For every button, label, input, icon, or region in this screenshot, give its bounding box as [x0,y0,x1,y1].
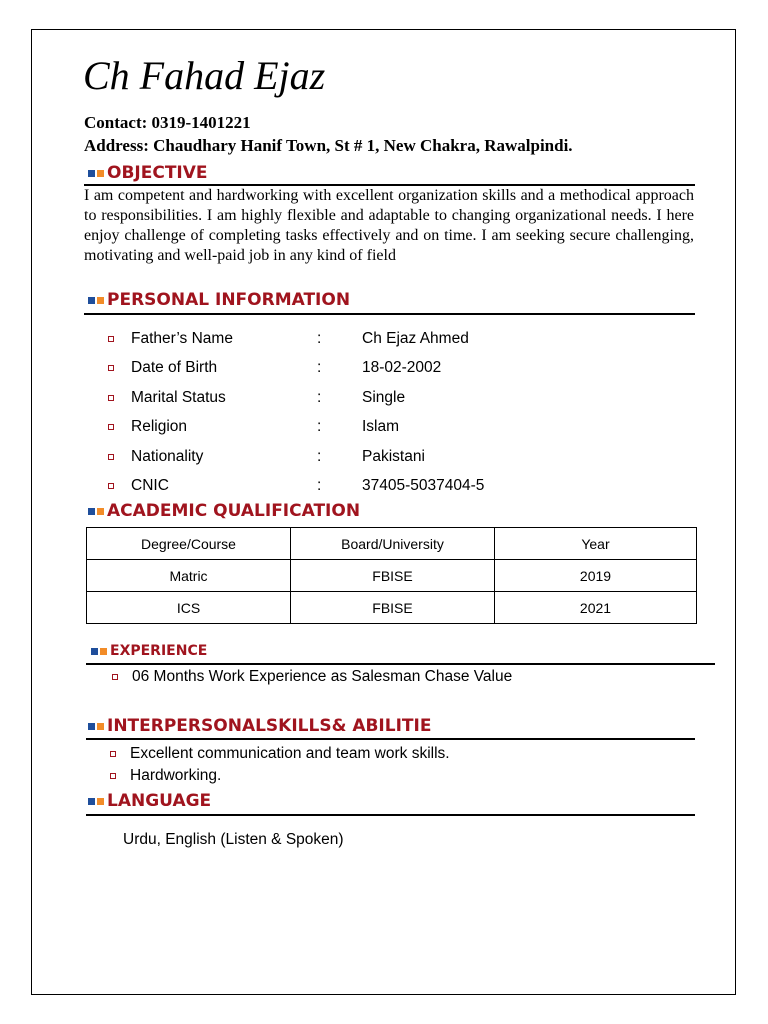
square-bullet-icon [112,674,118,680]
square-bullet-icon [108,336,114,342]
skills-title: INTERPERSONALSKILLS& ABILITIE [107,716,432,736]
heading-square-blue [88,508,95,515]
info-value: Pakistani [362,448,425,465]
skill-item: Excellent communication and team work skills. [130,745,450,762]
info-colon: : [317,389,322,406]
square-bullet-icon [108,483,114,489]
info-label: CNIC [131,477,169,494]
experience-item: 06 Months Work Experience as Salesman Chase Value [132,668,513,685]
table-cell: FBISE [291,560,495,592]
personal-title: PERSONAL INFORMATION [107,290,351,310]
info-label: Marital Status [131,389,226,406]
objective-title: OBJECTIVE [107,163,208,183]
personal-rule [84,313,695,315]
square-bullet-icon [110,751,116,757]
heading-square-orange [97,170,104,177]
heading-square-orange [97,798,104,805]
table-cell: FBISE [291,592,495,624]
personal-heading [88,289,350,311]
skills-rule [86,738,695,740]
info-label: Nationality [131,448,204,465]
heading-square-orange [97,297,104,304]
academic-title: ACADEMIC QUALIFICATION [107,501,361,521]
info-colon: : [317,448,322,465]
info-colon: : [317,359,322,376]
heading-square-blue [91,648,98,655]
table-cell: ICS [87,592,291,624]
academic-table [86,527,697,624]
column-header-board: Board/University [291,528,495,560]
language-rule [86,814,695,816]
info-label: Religion [131,418,188,435]
square-bullet-icon [108,395,114,401]
experience-title: EXPERIENCE [110,643,208,659]
language-text: Urdu, English (Listen & Spoken) [123,831,344,848]
skills-heading [88,715,431,737]
info-value: Ch Ejaz Ahmed [362,330,469,347]
table-cell: 2019 [495,560,697,592]
table-header-row [87,528,697,560]
heading-square-orange [97,723,104,730]
info-value: Islam [362,418,400,435]
heading-square-orange [100,648,107,655]
square-bullet-icon [108,365,114,371]
contact-line: Contact: 0319-1401221 [84,113,251,132]
objective-heading [88,162,208,184]
info-colon: : [317,330,322,347]
heading-square-blue [88,170,95,177]
info-value: 37405-5037404-5 [362,477,485,494]
address-line: Address: Chaudhary Hanif Town, St # 1, New Chakra, Rawalpindi. [84,136,573,155]
heading-square-blue [88,798,95,805]
info-label: Date of Birth [131,359,218,376]
table-row [87,592,697,624]
info-colon: : [317,418,322,435]
info-value: Single [362,389,406,406]
academic-heading [88,500,360,522]
experience-rule [86,663,715,665]
language-heading [88,790,211,812]
heading-square-blue [88,297,95,304]
heading-square-orange [97,508,104,515]
info-value: 18-02-2002 [362,359,442,376]
table-cell: Matric [87,560,291,592]
square-bullet-icon [110,773,116,779]
table-cell: 2021 [495,592,697,624]
skill-item: Hardworking. [130,767,222,784]
info-colon: : [317,477,322,494]
column-header-degree: Degree/Course [87,528,291,560]
candidate-name: Ch Fahad Ejaz [83,53,326,98]
heading-square-blue [88,723,95,730]
table-row [87,560,697,592]
square-bullet-icon [108,424,114,430]
column-header-year: Year [495,528,697,560]
square-bullet-icon [108,454,114,460]
info-label: Father’s Name [131,330,233,347]
objective-text: I am competent and hardworking with excellent organization skills and a methodical approach to responsibilities. I am highly flexible and adaptable to changing organizational needs. I here enjoy challenge of completing tasks effectively and on time. I am seeking secure challenging, motivating and well-paid job in any kind of field [84,187,694,264]
language-title: LANGUAGE [107,791,212,811]
experience-heading [91,640,207,662]
